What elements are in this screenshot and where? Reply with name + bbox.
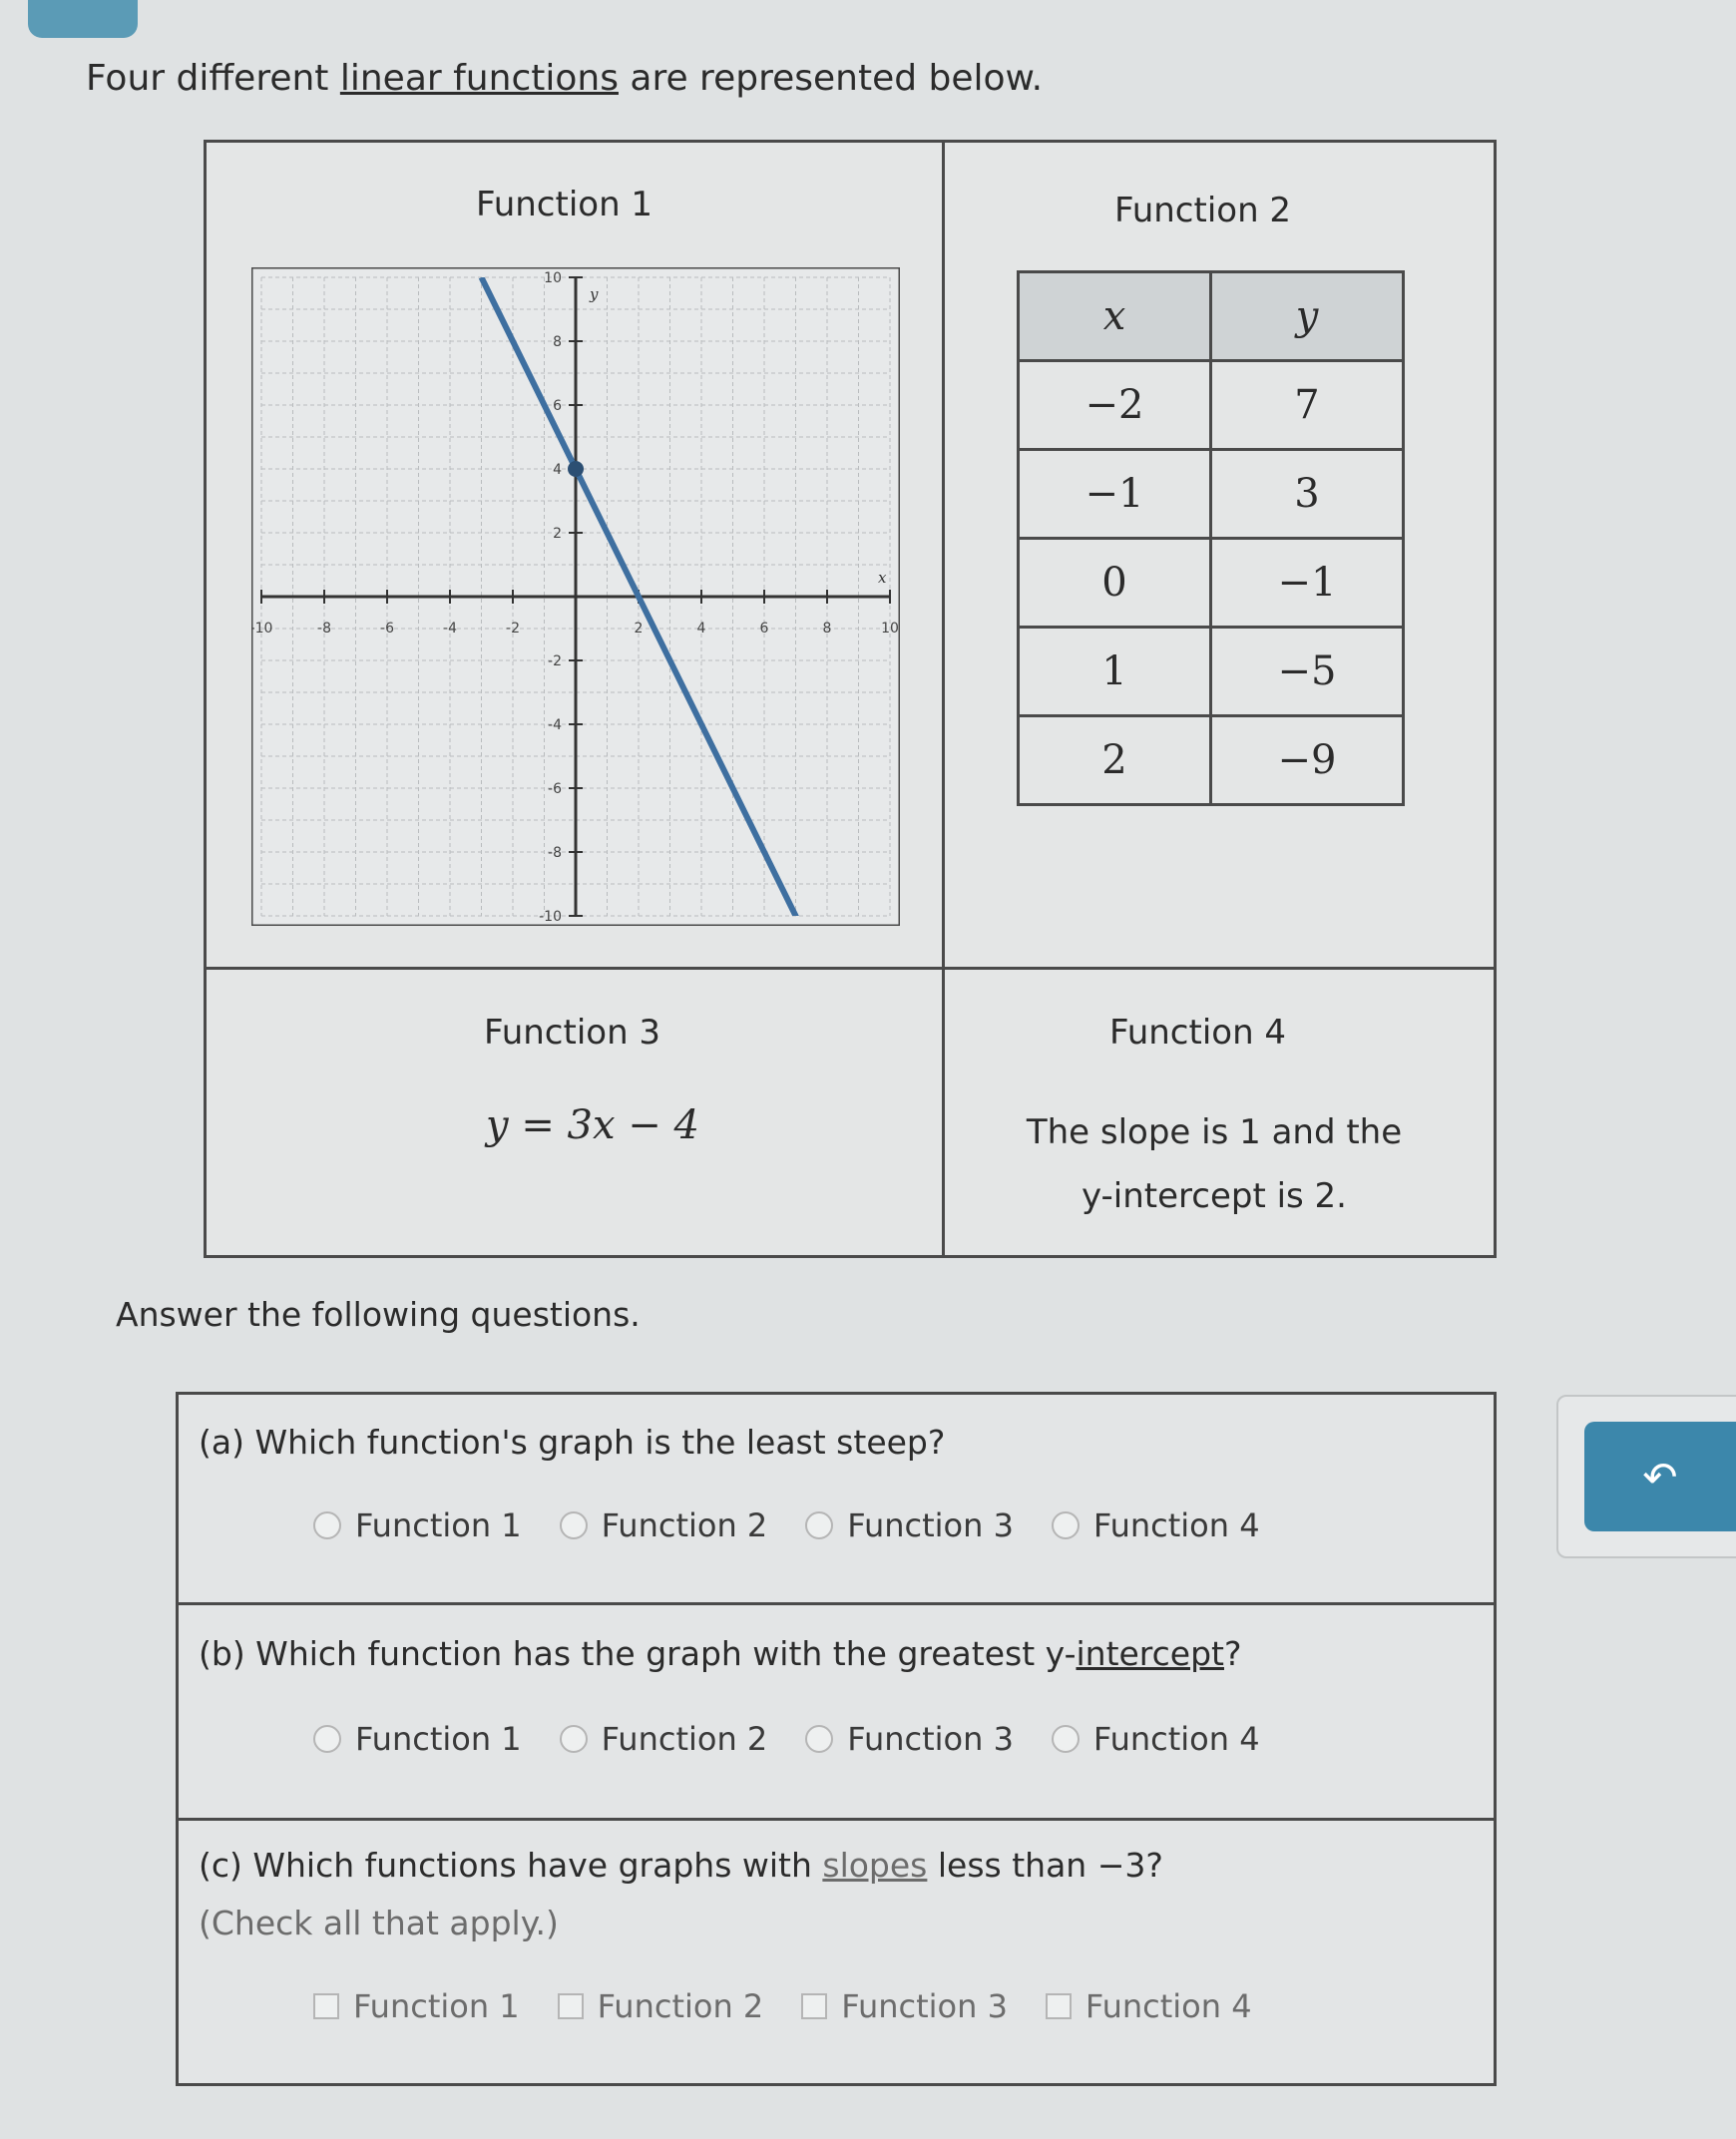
x-tick-label: -10	[251, 621, 273, 637]
question-b-options	[313, 1720, 1260, 1758]
checkbox[interactable]	[558, 1993, 584, 2019]
cell-y: −5	[1211, 628, 1404, 716]
cell-x: −2	[1019, 361, 1211, 450]
y-intercept-point	[568, 461, 584, 477]
graph-svg	[251, 267, 900, 926]
y-tick-label: 4	[553, 462, 562, 478]
question-separator	[179, 1602, 1494, 1605]
intercept-link[interactable]: intercept	[1076, 1634, 1224, 1673]
question-b-prefix: (b) Which function has the graph with the greatest y-	[199, 1634, 1077, 1673]
x-tick-label: -6	[380, 621, 394, 637]
intro-text	[86, 58, 1043, 99]
y-tick-label: -10	[539, 909, 562, 925]
cell-x: 1	[1019, 628, 1211, 716]
option-label: Function 1	[355, 1506, 522, 1544]
x-tick-label: -2	[506, 621, 520, 637]
table-divider-vertical	[942, 143, 945, 1255]
option-label: Function 3	[847, 1720, 1014, 1758]
function-4-line-2: y-intercept is 2.	[1081, 1176, 1347, 1216]
question-c-note: (Check all that apply.)	[199, 1904, 559, 1942]
y-tick-label: 6	[553, 398, 562, 414]
undo-icon: ↶	[1642, 1452, 1678, 1501]
cell-y: −1	[1211, 539, 1404, 628]
qa-option-function-1[interactable]	[313, 1506, 522, 1544]
table-row	[1019, 716, 1404, 805]
cell-x: 2	[1019, 716, 1211, 805]
functions-table	[204, 140, 1497, 1258]
table-row	[1019, 361, 1404, 450]
question-separator	[179, 1818, 1494, 1821]
function-3-equation: y = 3x − 4	[486, 1102, 699, 1148]
function-4-title: Function 4	[1109, 1013, 1287, 1053]
question-c-options	[313, 1987, 1252, 2025]
table-row	[1019, 539, 1404, 628]
x-axis-label: x	[878, 569, 887, 587]
function-3-title: Function 3	[484, 1013, 661, 1053]
qb-option-function-2[interactable]	[560, 1720, 768, 1758]
checkbox[interactable]	[313, 1993, 339, 2019]
questions-box	[176, 1392, 1497, 2086]
function-4-line-1: The slope is 1 and the	[1026, 1112, 1403, 1152]
radio-button[interactable]	[313, 1725, 341, 1753]
y-tick-label: -6	[548, 781, 562, 797]
y-tick-label: 8	[553, 334, 562, 350]
qc-option-function-3[interactable]	[801, 1987, 1008, 2025]
option-label: Function 2	[601, 1506, 768, 1544]
x-tick-label: -4	[443, 621, 457, 637]
option-label: Function 2	[601, 1720, 768, 1758]
cell-x: −1	[1019, 450, 1211, 539]
question-c-text	[199, 1846, 1163, 1885]
question-a-options	[313, 1506, 1260, 1544]
option-label: Function 4	[1092, 1506, 1260, 1544]
x-tick-label: 4	[696, 621, 706, 637]
option-label: Function 1	[355, 1720, 522, 1758]
x-tick-label: 6	[759, 621, 769, 637]
cell-y: 7	[1211, 361, 1404, 450]
answer-intro: Answer the following questions.	[116, 1295, 641, 1334]
option-label: Function 1	[353, 1987, 520, 2025]
radio-button[interactable]	[560, 1511, 588, 1539]
undo-button[interactable]	[1584, 1422, 1736, 1531]
function-2-title: Function 2	[1114, 191, 1292, 230]
cell-y: −9	[1211, 716, 1404, 805]
qc-option-function-4[interactable]	[1046, 1987, 1252, 2025]
y-tick-label: -4	[548, 717, 562, 733]
function-1-title: Function 1	[476, 185, 653, 224]
table-row	[1019, 450, 1404, 539]
intro-prefix: Four different	[86, 58, 340, 99]
question-c-suffix: less than −3?	[927, 1846, 1163, 1885]
option-label: Function 3	[841, 1987, 1008, 2025]
y-axis-label: y	[590, 285, 599, 303]
x-tick-label: 10	[881, 621, 899, 637]
question-c-prefix: (c) Which functions have graphs with	[199, 1846, 823, 1885]
x-tick-label: 8	[822, 621, 832, 637]
function-1-graph	[251, 267, 900, 926]
y-tick-label: 10	[544, 270, 562, 286]
checkbox[interactable]	[801, 1993, 827, 2019]
qb-option-function-4[interactable]	[1052, 1720, 1260, 1758]
question-b-text	[199, 1634, 1242, 1673]
y-tick-label: -2	[548, 653, 562, 669]
top-tab	[28, 0, 138, 38]
option-label: Function 4	[1092, 1720, 1260, 1758]
radio-button[interactable]	[805, 1725, 833, 1753]
x-tick-label: -8	[317, 621, 331, 637]
x-tick-label: 2	[634, 621, 644, 637]
intro-suffix: are represented below.	[618, 58, 1044, 99]
header-y: y	[1211, 272, 1404, 361]
cell-x: 0	[1019, 539, 1211, 628]
checkbox[interactable]	[1046, 1993, 1072, 2019]
radio-button[interactable]	[805, 1511, 833, 1539]
qc-option-function-1[interactable]	[313, 1987, 520, 2025]
header-x: x	[1019, 272, 1211, 361]
question-b-suffix: ?	[1223, 1634, 1242, 1673]
option-label: Function 3	[847, 1506, 1014, 1544]
radio-button[interactable]	[1052, 1511, 1080, 1539]
qa-option-function-2[interactable]	[560, 1506, 768, 1544]
option-label: Function 2	[597, 1987, 764, 2025]
linear-functions-link[interactable]: linear functions	[339, 58, 619, 99]
function-4-description	[995, 1100, 1434, 1228]
radio-button[interactable]	[560, 1725, 588, 1753]
qa-option-function-4[interactable]	[1052, 1506, 1260, 1544]
table-row	[1019, 628, 1404, 716]
radio-button[interactable]	[1052, 1725, 1080, 1753]
cell-y: 3	[1211, 450, 1404, 539]
question-a-text: (a) Which function's graph is the least steep?	[199, 1423, 946, 1462]
qa-option-function-3[interactable]	[805, 1506, 1014, 1544]
qb-option-function-1[interactable]	[313, 1720, 522, 1758]
option-label: Function 4	[1085, 1987, 1252, 2025]
table-divider-horizontal	[207, 967, 1494, 970]
slopes-link[interactable]: slopes	[822, 1846, 928, 1885]
y-tick-label: 2	[553, 526, 562, 542]
qc-option-function-2[interactable]	[558, 1987, 764, 2025]
y-tick-label: -8	[548, 845, 562, 861]
function-2-table	[1017, 270, 1405, 806]
qb-option-function-3[interactable]	[805, 1720, 1014, 1758]
radio-button[interactable]	[313, 1511, 341, 1539]
